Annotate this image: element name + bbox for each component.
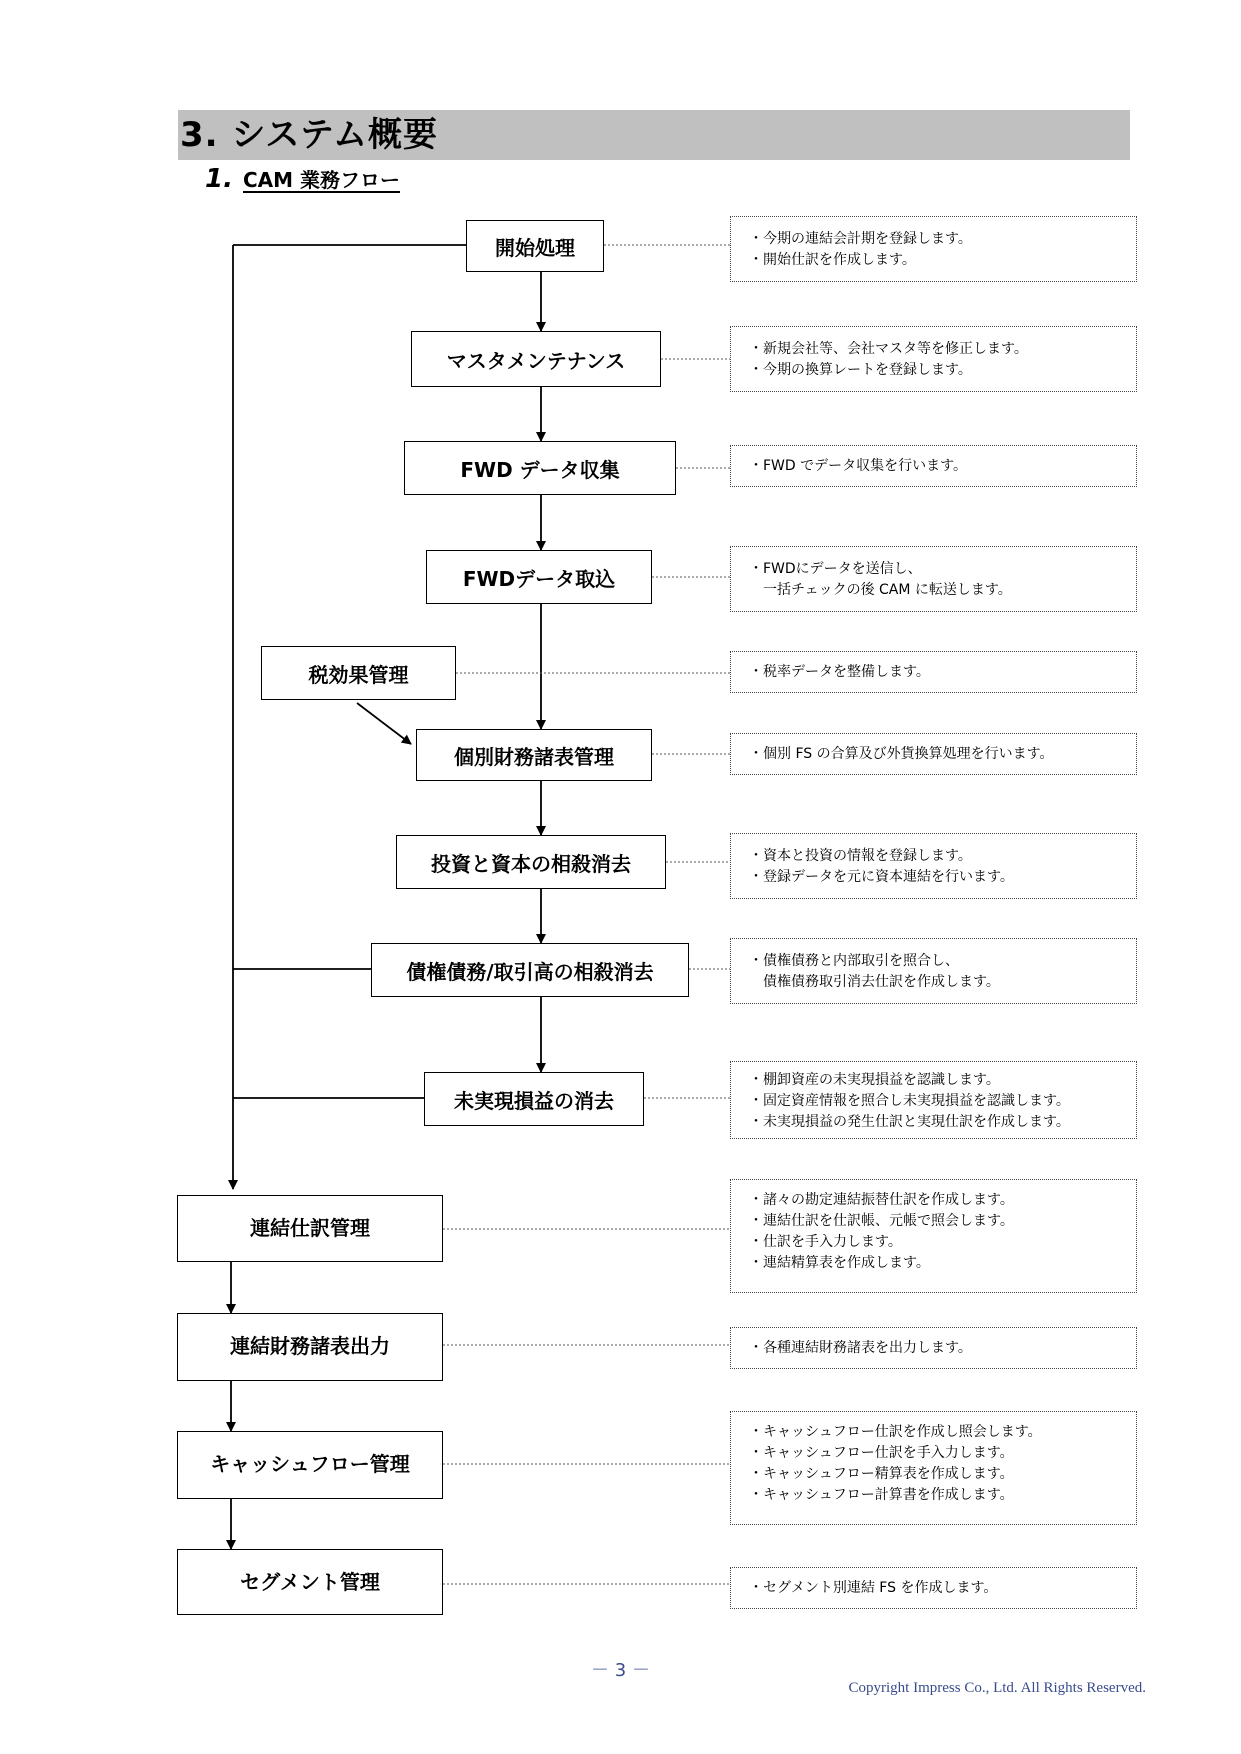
page-number: － 3 － (591, 1660, 650, 1681)
note-line: ・FWD でデータ収集を行います。 (749, 457, 968, 474)
note-start (730, 216, 1137, 282)
note-line: ・税率データを整備します。 (749, 663, 930, 680)
note-line: ・棚卸資産の未実現損益を認識します。 (749, 1072, 1000, 1088)
step-box-receivables-elimination: 債権債務/取引高の相殺消去 (371, 943, 689, 997)
step-box-unrealized-elimination: 未実現損益の消去 (424, 1072, 644, 1126)
note-line: ・開始仕訳を作成します。 (749, 252, 916, 268)
note-line: ・今期の換算レートを登録します。 (749, 362, 972, 378)
note-line: ・連結精算表を作成します。 (749, 1255, 930, 1271)
step-box-start: 開始処理 (466, 220, 604, 272)
note-receivables-elimination (730, 938, 1137, 1004)
step-box-master-maintenance: マスタメンテナンス (411, 331, 661, 387)
section-title: 3. システム概要 (180, 115, 439, 155)
note-line: ・債権債務と内部取引を照合し、 (749, 953, 959, 969)
note-line: ・新規会社等、会社マスタ等を修正します。 (749, 341, 1028, 357)
note-line: ・連結仕訳を仕訳帳、元帳で照会します。 (749, 1213, 1014, 1229)
note-cashflow (730, 1411, 1137, 1525)
note-line: ・固定資産情報を照合し未実現損益を認識します。 (749, 1093, 1070, 1109)
note-line: 一括チェックの後 CAM に転送します。 (749, 582, 1012, 598)
note-consolidated-journal (730, 1179, 1137, 1293)
step-box-investment-elimination: 投資と資本の相殺消去 (396, 835, 666, 889)
note-tax-effect (730, 651, 1137, 693)
note-line: ・諸々の勘定連結振替仕訳を作成します。 (749, 1192, 1014, 1208)
note-unrealized-elimination (730, 1061, 1137, 1139)
step-box-fwd-collect: FWD データ収集 (404, 441, 676, 495)
subsection-title: CAM 業務フロー (242, 168, 400, 192)
note-fwd-collect (730, 445, 1137, 487)
copyright-notice: Copyright Impress Co., Ltd. All Rights Reserved. (848, 1680, 1146, 1696)
note-line: ・FWDにデータを送信し、 (749, 561, 922, 577)
step-box-tax-effect: 税効果管理 (261, 646, 456, 700)
note-line: ・未実現損益の発生仕訳と実現仕訳を作成します。 (749, 1114, 1070, 1130)
note-line: ・キャッシュフロー仕訳を作成し照会します。 (749, 1424, 1042, 1440)
note-fwd-import (730, 546, 1137, 612)
subsection-number: 1. (205, 164, 233, 194)
note-individual-fs (730, 733, 1137, 775)
note-line: ・セグメント別連結 FS を作成します。 (749, 1579, 998, 1596)
note-segment (730, 1567, 1137, 1609)
note-line: ・登録データを元に資本連結を行います。 (749, 869, 1014, 885)
step-box-fwd-import: FWDデータ取込 (426, 550, 652, 604)
note-investment-elimination (730, 833, 1137, 899)
note-consolidated-fs-output (730, 1327, 1137, 1369)
note-line: ・今期の連結会計期を登録します。 (749, 231, 972, 247)
note-line: 債権債務取引消去仕訳を作成します。 (749, 974, 1000, 990)
note-line: ・個別 FS の合算及び外貨換算処理を行います。 (749, 745, 1054, 762)
note-line: ・資本と投資の情報を登録します。 (749, 848, 972, 864)
note-line: ・仕訳を手入力します。 (749, 1234, 902, 1250)
note-line: ・キャッシュフロー仕訳を手入力します。 (749, 1445, 1014, 1461)
note-line: ・キャッシュフロー精算表を作成します。 (749, 1466, 1014, 1482)
arrow-tax-to-individual (357, 703, 411, 744)
step-box-individual-fs: 個別財務諸表管理 (416, 729, 652, 781)
note-line: ・各種連結財務諸表を出力します。 (749, 1339, 972, 1356)
step-box-consolidated-journal: 連結仕訳管理 (177, 1195, 443, 1262)
step-box-cashflow: キャッシュフロー管理 (177, 1431, 443, 1499)
note-master-maintenance (730, 326, 1137, 392)
step-box-segment: セグメント管理 (177, 1549, 443, 1615)
step-box-consolidated-fs-output: 連結財務諸表出力 (177, 1313, 443, 1381)
note-line: ・キャッシュフロー計算書を作成します。 (749, 1487, 1014, 1503)
